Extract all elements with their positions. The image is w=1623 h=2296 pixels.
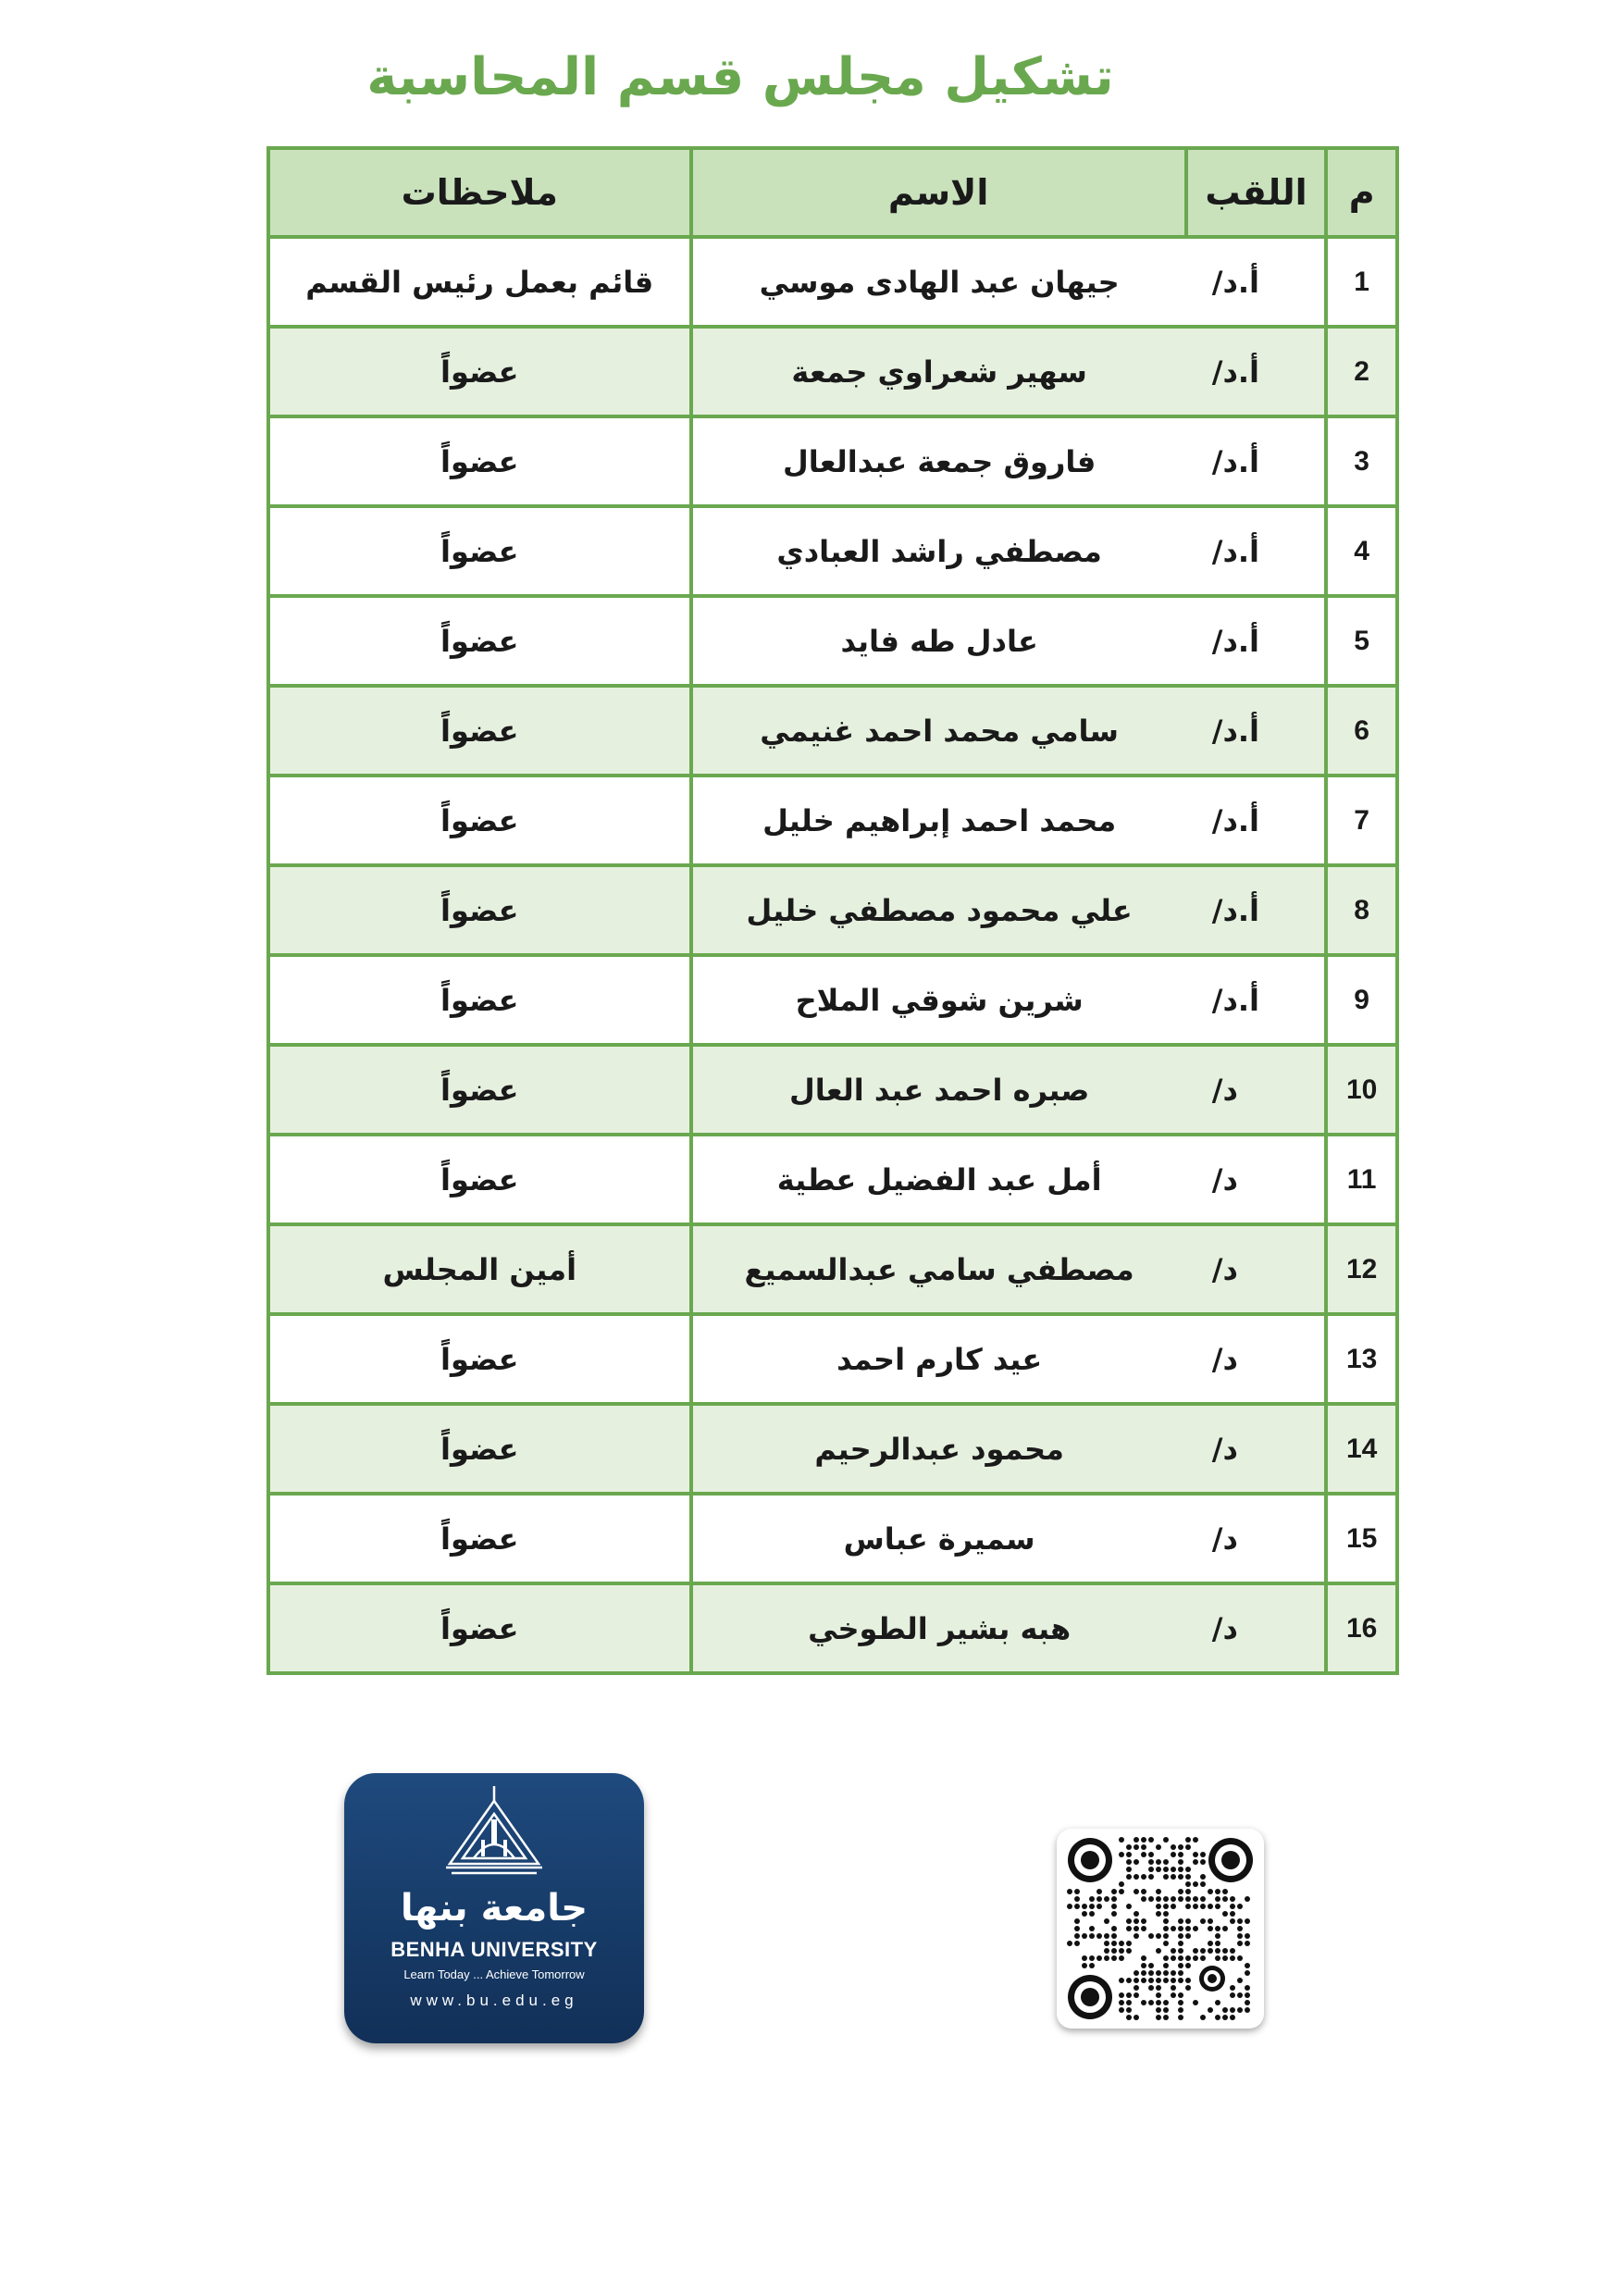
row-name: فاروق جمعة عبدالعال xyxy=(691,416,1186,506)
row-name: جيهان عبد الهادى موسي xyxy=(691,237,1186,327)
row-num: 1 xyxy=(1326,237,1397,327)
table-row xyxy=(268,416,1397,506)
row-notes: عضواً xyxy=(268,1583,691,1673)
logo-arabic-name: جامعة بنها xyxy=(400,1887,588,1930)
row-name: سهير شعراوي جمعة xyxy=(691,327,1186,416)
table-row xyxy=(268,596,1397,686)
logo-tagline: Learn Today ... Achieve Tomorrow xyxy=(403,1967,585,1981)
row-name: عادل طه فايد xyxy=(691,596,1186,686)
row-name: صبره احمد عبد العال xyxy=(691,1045,1186,1135)
row-title: أ.د/ xyxy=(1186,237,1326,327)
table-row xyxy=(268,1494,1397,1583)
row-num: 14 xyxy=(1326,1404,1397,1494)
qr-code xyxy=(1057,1829,1264,2029)
row-notes: عضواً xyxy=(268,1494,691,1583)
row-num: 7 xyxy=(1326,776,1397,865)
row-num: 11 xyxy=(1326,1135,1397,1224)
header-notes: ملاحظات xyxy=(268,148,691,237)
logo-english-name: BENHA UNIVERSITY xyxy=(390,1938,598,1961)
council-table xyxy=(266,146,1399,1675)
row-notes: عضواً xyxy=(268,1135,691,1224)
row-notes: عضواً xyxy=(268,1404,691,1494)
row-num: 13 xyxy=(1326,1314,1397,1404)
row-title: د/ xyxy=(1186,1494,1326,1583)
row-notes: قائم بعمل رئيس القسم xyxy=(268,237,691,327)
row-num: 5 xyxy=(1326,596,1397,686)
qr-code-icon xyxy=(1064,1834,1257,2023)
row-num: 4 xyxy=(1326,506,1397,596)
row-title: أ.د/ xyxy=(1186,776,1326,865)
benha-university-logo xyxy=(344,1773,644,2043)
table-row xyxy=(268,1404,1397,1494)
row-name: محمد احمد إبراهيم خليل xyxy=(691,776,1186,865)
row-num: 2 xyxy=(1326,327,1397,416)
row-num: 10 xyxy=(1326,1045,1397,1135)
row-title: د/ xyxy=(1186,1224,1326,1314)
row-title: د/ xyxy=(1186,1314,1326,1404)
row-name: أمل عبد الفضيل عطية xyxy=(691,1135,1186,1224)
table-row xyxy=(268,1314,1397,1404)
row-name: هبه بشير الطوخي xyxy=(691,1583,1186,1673)
row-name: مصطفي سامي عبدالسميع xyxy=(691,1224,1186,1314)
row-notes: عضواً xyxy=(268,686,691,776)
row-title: أ.د/ xyxy=(1186,865,1326,955)
row-num: 15 xyxy=(1326,1494,1397,1583)
page-title: تشكيل مجلس قسم المحاسبة xyxy=(366,47,1114,107)
row-title: أ.د/ xyxy=(1186,596,1326,686)
row-name: عيد كارم احمد xyxy=(691,1314,1186,1404)
row-title: أ.د/ xyxy=(1186,955,1326,1045)
row-num: 9 xyxy=(1326,955,1397,1045)
table-row xyxy=(268,1224,1397,1314)
table-row xyxy=(268,865,1397,955)
row-title: أ.د/ xyxy=(1186,506,1326,596)
row-num: 12 xyxy=(1326,1224,1397,1314)
row-num: 6 xyxy=(1326,686,1397,776)
table-row xyxy=(268,506,1397,596)
row-name: علي محمود مصطفي خليل xyxy=(691,865,1186,955)
table-row xyxy=(268,1135,1397,1224)
row-notes: أمين المجلس xyxy=(268,1224,691,1314)
row-title: أ.د/ xyxy=(1186,686,1326,776)
row-notes: عضواً xyxy=(268,596,691,686)
row-name: سميرة عباس xyxy=(691,1494,1186,1583)
row-title: أ.د/ xyxy=(1186,327,1326,416)
row-name: محمود عبدالرحيم xyxy=(691,1404,1186,1494)
header-num: م xyxy=(1326,148,1397,237)
row-name: سامي محمد احمد غنيمي xyxy=(691,686,1186,776)
row-notes: عضواً xyxy=(268,955,691,1045)
row-notes: عضواً xyxy=(268,776,691,865)
header-title: اللقب xyxy=(1186,148,1326,237)
row-num: 16 xyxy=(1326,1583,1397,1673)
row-num: 8 xyxy=(1326,865,1397,955)
table-row xyxy=(268,327,1397,416)
table-row xyxy=(268,776,1397,865)
table-header-row xyxy=(268,148,1397,237)
row-name: شرين شوقي الملاح xyxy=(691,955,1186,1045)
row-title: د/ xyxy=(1186,1045,1326,1135)
row-notes: عضواً xyxy=(268,1314,691,1404)
row-title: د/ xyxy=(1186,1135,1326,1224)
row-notes: عضواً xyxy=(268,506,691,596)
logo-website: www.bu.edu.eg xyxy=(410,1992,578,2009)
row-notes: عضواً xyxy=(268,1045,691,1135)
benha-university-emblem-icon xyxy=(439,1782,550,1884)
row-notes: عضواً xyxy=(268,416,691,506)
table-row xyxy=(268,237,1397,327)
row-notes: عضواً xyxy=(268,865,691,955)
header-name: الاسم xyxy=(691,148,1186,237)
table-row xyxy=(268,1045,1397,1135)
table-row xyxy=(268,1583,1397,1673)
row-notes: عضواً xyxy=(268,327,691,416)
table-row xyxy=(268,686,1397,776)
row-title: د/ xyxy=(1186,1583,1326,1673)
row-title: أ.د/ xyxy=(1186,416,1326,506)
row-num: 3 xyxy=(1326,416,1397,506)
row-title: د/ xyxy=(1186,1404,1326,1494)
table-row xyxy=(268,955,1397,1045)
row-name: مصطفي راشد العبادي xyxy=(691,506,1186,596)
